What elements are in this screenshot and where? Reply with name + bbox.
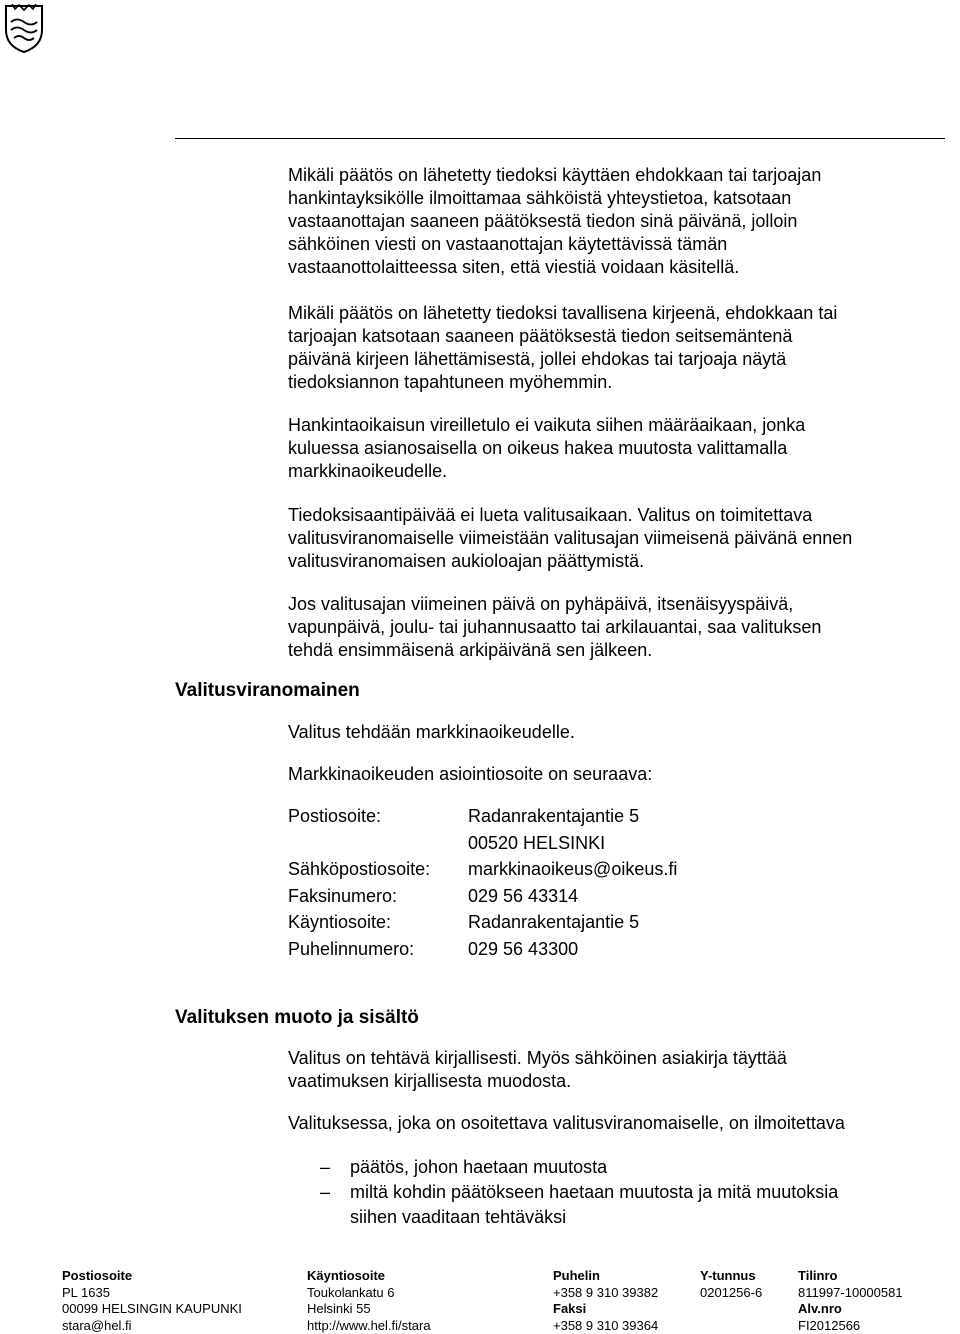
header-page-number: 6 (8) xyxy=(866,0,905,20)
helsinki-crest-logo xyxy=(2,2,46,54)
authority-statement: Valitus tehdään markkinaoikeudelle. xyxy=(288,721,938,744)
address-row: Puhelinnumero: 029 56 43300 xyxy=(288,936,677,963)
paragraph-appeal-period: Tiedoksisaantipäivää ei lueta valitusaikaan. Valitus on toimitettava valitusviranomaiselle viimeistään valitusajan viimeisenä päivänä ennen valitusviranomaisen aukioloajan päättymistä. xyxy=(288,504,938,573)
header-unit: Logistiikka xyxy=(62,46,151,68)
list-item: – miltä kohdin päätökseen haetaan muutosta ja mitä muutoksia siihen vaaditaan tehtäväksi xyxy=(288,1180,838,1230)
address-row: Sähköpostiosoite: markkinaoikeus@oikeus.fi xyxy=(288,856,677,883)
footer-postal-address: Postiosoite PL 1635 00099 HELSINGIN KAUPUNKI stara@hel.fi xyxy=(62,1268,242,1334)
address-row: 00520 HELSINKI xyxy=(288,830,677,857)
appeal-form-paragraph: Valitus on tehtävä kirjallisesti. Myös sähköinen asiakirja täyttää vaatimuksen kirjallisesta muodosta. xyxy=(288,1047,938,1093)
header-doc-number: 7/2014 xyxy=(721,22,779,44)
address-row: Faksinumero: 029 56 43314 xyxy=(288,883,677,910)
paragraph-letter-notice: Mikäli päätös on lähetetty tiedoksi tavallisena kirjeenä, ehdokkaan tai tarjoajan katsotaan saaneen päätöksestä tiedon seitsemäntenä päivänä kirjeen lähettämisestä, jollei ehdokas tai tarjoaja näytä tiedoksiannon tapahtuneen myöhemmin. xyxy=(288,302,938,394)
footer-phone: Puhelin +358 9 310 39382 Faksi +358 9 310 39364 xyxy=(553,1268,658,1334)
paragraph-correction-request: Hankintaoikaisun vireilletulo ei vaikuta siihen määräaikaan, jonka kuluessa asianosaisella on oikeus hakea muutosta valittamalla markkinaoikeudelle. xyxy=(288,414,938,483)
address-row: Käyntiosoite: Radanrakentajantie 5 xyxy=(288,909,677,936)
footer-website-link[interactable]: http://www.hel.fi/stara xyxy=(307,1318,431,1334)
appeal-content-list xyxy=(288,1155,838,1230)
footer-account: Tilinro 811997-10000581 Alv.nro FI2012566 xyxy=(798,1268,903,1334)
bullet-dash: – xyxy=(288,1155,350,1180)
address-row: Postiosoite: Radanrakentajantie 5 xyxy=(288,803,677,830)
footer-visiting-address: Käyntiosoite Toukolankatu 6 Helsinki 55 http://www.hel.fi/stara xyxy=(307,1268,431,1334)
header-divider xyxy=(175,138,945,139)
header-date: 06.03.2014 xyxy=(503,69,598,91)
header-org: Helsingin kaupunki xyxy=(62,0,236,20)
section-heading-authority: Valitusviranomainen xyxy=(175,680,360,702)
list-item: – päätös, johon haetaan muutosta xyxy=(288,1155,838,1180)
paragraph-holiday-rule: Jos valitusajan viimeinen päivä on pyhäpäivä, itsenäisyyspäivä, vapunpäivä, joulu- tai juhannusaatto tai arkilauantai, saa valituksen tehdä ensimmäisenä arkipäivänä sen jälkeen. xyxy=(288,593,938,662)
header-dept: Rakentamispalvelu (Stara) xyxy=(62,22,300,44)
authority-address-table xyxy=(288,803,677,963)
authority-address-intro: Markkinaoikeuden asiointiosoite on seuraava: xyxy=(288,763,938,786)
header-doc-type: Pöytäkirja xyxy=(503,0,594,20)
header-role: Yksikönjohtaja xyxy=(62,93,185,115)
bullet-dash: – xyxy=(288,1180,350,1230)
footer-email-link[interactable]: stara@hel.fi xyxy=(62,1318,242,1334)
footer-business-id: Y-tunnus 0201256-6 xyxy=(700,1268,762,1301)
section-heading-appeal-form: Valituksen muoto ja sisältö xyxy=(175,1007,419,1029)
paragraph-electronic-notice: Mikäli päätös on lähetetty tiedoksi käyttäen ehdokkaan tai tarjoajan hankintayksikölle ilmoittamaa sähköistä yhteystietoa, katsotaan vastaanottajan saaneen päätöksestä tiedon sinä päivänä, jolloin sähköinen viesti on vastaanottajan käytettävissä tämän vastaanottolaitteessa siten, että viestiä voidaan käsitellä. xyxy=(288,164,938,279)
appeal-content-intro: Valituksessa, joka on osoitettava valitusviranomaiselle, on ilmoitettava xyxy=(288,1112,938,1135)
